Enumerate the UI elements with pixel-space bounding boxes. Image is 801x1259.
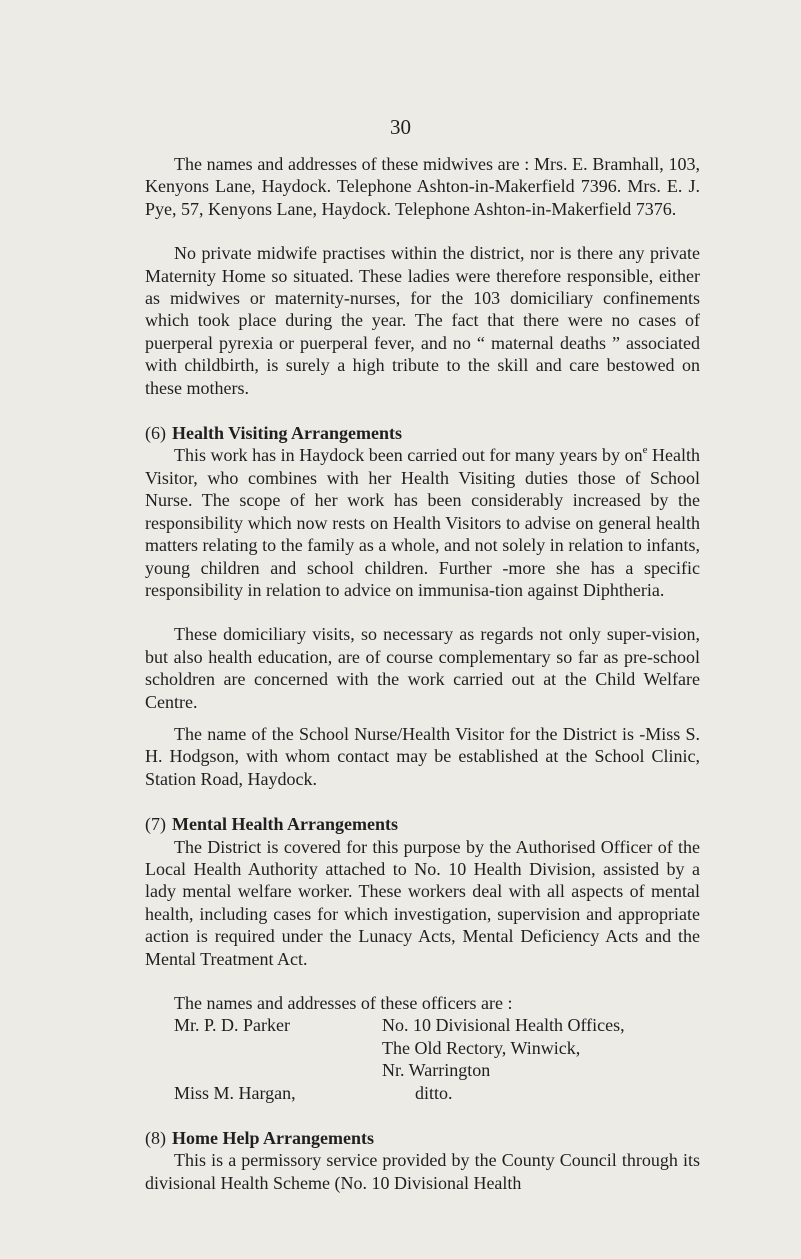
section-6-title: Health Visiting Arrangements — [172, 423, 402, 444]
officer-address — [382, 1082, 700, 1104]
section-6-heading — [145, 422, 700, 444]
officer-name: Miss M. Hargan, — [174, 1082, 296, 1103]
officers-list — [145, 1014, 700, 1104]
section-7-number: (7) — [145, 814, 166, 835]
section-8-title: Home Help Arrangements — [172, 1128, 374, 1149]
officer-row — [145, 1082, 700, 1104]
section-6-p1-text-b: Health Visitor, who combines with her Health Visiting duties those of School Nurse. The scope of her work has been considerably increased by the responsibility which now rests on Health Visitors to advise on general health matters relating to the family as a whole, and not solely in relation to infants, young children and school children. Further -more she has a specific responsibility in relation to advice on immunisa-tion against Diphtheria. — [145, 445, 701, 600]
section-7-paragraph-1: The District is covered for this purpose by the Authorised Officer of the Local Health Authority attached to No. 10 Health Division, assisted by a lady mental welfare worker. These workers deal with all aspects of mental health, including cases for which investigation, supervision and appropriate action is required under the Lunacy Acts, Mental Deficiency Acts and the Mental Treatment Act. — [145, 836, 700, 969]
superscript-e: e — [642, 444, 648, 457]
officer-address-line: The Old Rectory, Winwick, — [382, 1037, 581, 1058]
section-6-paragraph-3: The name of the School Nurse/Health Visitor for the District is -Miss S. H. Hodgson, with whom contact may be established at the School Clinic, Station Road, Haydock. — [145, 723, 700, 789]
officer-address-line: No. 10 Divisional Health Offices, — [382, 1015, 625, 1036]
paragraph-private-midwife: No private midwife practises within the district, nor is there any private Maternity Home so situated. These ladies were therefore responsible, either as midwives or maternity-nurses, for the 103 domiciliary confinements which took place during the year. The fact that there were no cases of puerperal pyrexia or puerperal fever, and no “ maternal deaths ” associated with childbirth, is surely a high tribute to the skill and care bestowed on these mothers. — [145, 243, 700, 398]
section-6-p1-text-a: This work has in Haydock been carried out for many years by on — [174, 445, 643, 466]
section-8-paragraph-1: This is a permissory service provided by the County Council through its divisional Health Scheme (No. 10 Divisional Health — [145, 1150, 700, 1193]
section-6-paragraph-2: These domiciliary visits, so necessary as regards not only super-vision, but also health education, are of course complementary so far as pre-school scholdren are concerned with the work carried out at the Child Welfare Centre. — [145, 624, 700, 712]
section-6-number: (6) — [145, 423, 166, 444]
officer-address — [382, 1014, 700, 1081]
section-7-heading — [145, 813, 700, 835]
page-number: 30 — [390, 115, 411, 139]
section-7-paragraph-2: The names and addresses of these officers are : — [174, 993, 513, 1013]
section-6-paragraph-1 — [145, 444, 700, 601]
officer-address-line: Nr. Warrington — [382, 1060, 491, 1081]
officer-address-line: ditto. — [415, 1082, 453, 1103]
section-7-title: Mental Health Arrangements — [172, 814, 398, 835]
officer-name: Mr. P. D. Parker — [174, 1015, 290, 1036]
section-8-number: (8) — [145, 1128, 166, 1149]
section-8-heading — [145, 1127, 700, 1149]
officer-row — [145, 1014, 700, 1081]
paragraph-midwives-addresses: The names and addresses of these midwives are : Mrs. E. Bramhall, 103, Kenyons Lane, Haydock. Telephone Ashton-in-Makerfield 7396. Mrs. E. J. Pye, 57, Kenyons Lane, Haydock. Telephone Ashton-in-Makerfield 7376. — [145, 154, 700, 219]
page-body — [145, 153, 700, 1194]
